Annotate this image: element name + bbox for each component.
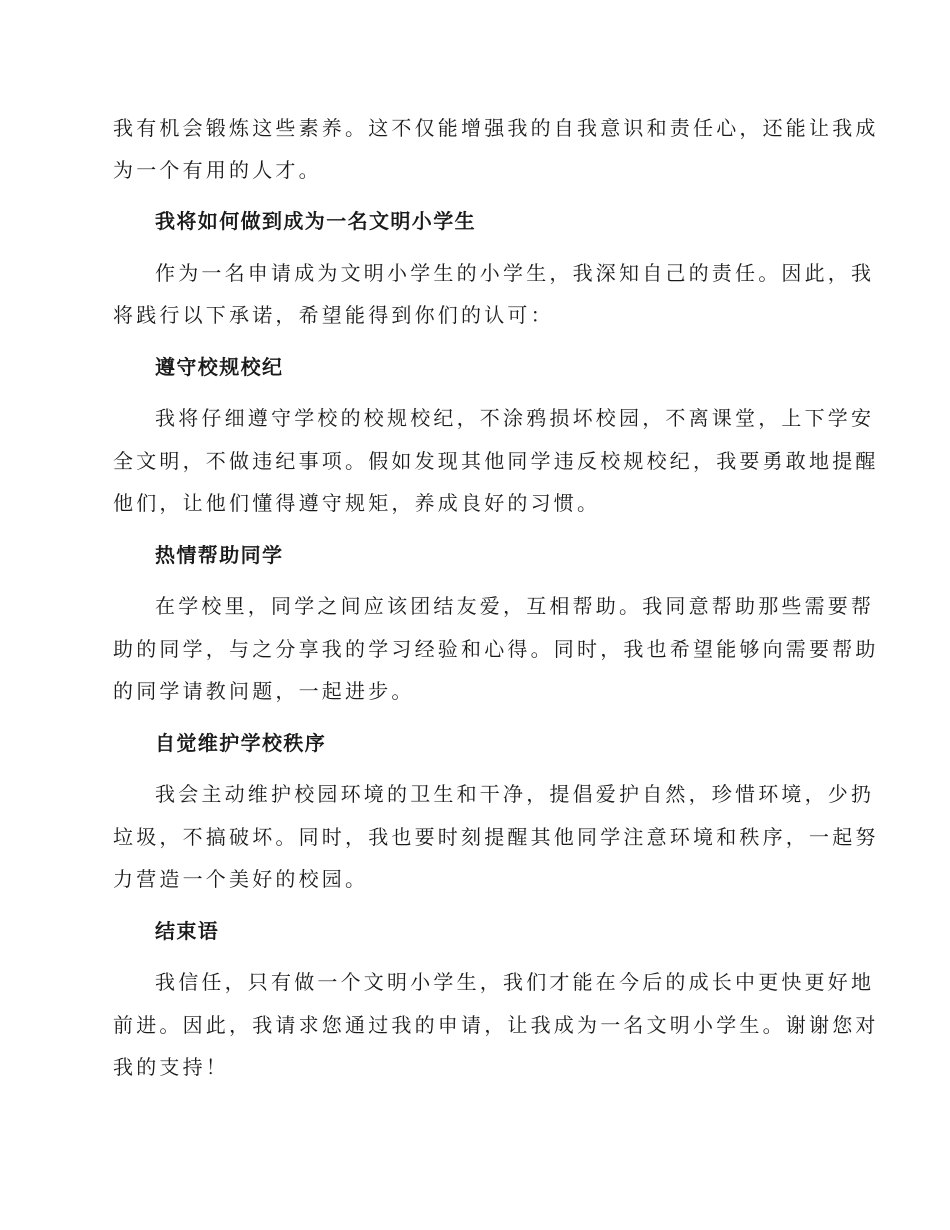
paragraph-line: 助的同学，与之分享我的学习经验和心得。同时，我也希望能够向需要帮助 (113, 637, 879, 661)
paragraph-line: 为一个有用的人才。 (113, 158, 322, 182)
paragraph-line: 我的支持！ (113, 1055, 229, 1079)
paragraph-line: 我将仔细遵守学校的校规校纪，不涂鸦损坏校园，不离课堂，上下学安 (155, 406, 875, 430)
section-heading-order: 自觉维护学校秩序 (155, 731, 327, 755)
paragraph-line: 全文明，不做违纪事项。假如发现其他同学违反校规校纪，我要勇敢地提醒 (113, 449, 879, 473)
paragraph-line: 我信任，只有做一个文明小学生，我们才能在今后的成长中更快更好地 (155, 970, 875, 994)
paragraph-line: 他们，让他们懂得遵守规矩，养成良好的习惯。 (113, 491, 601, 515)
paragraph-line: 将践行以下承诺，希望能得到你们的认可： (113, 303, 554, 327)
section-heading-end: 结束语 (155, 919, 220, 943)
paragraph-line: 垃圾，不搞破坏。同时，我也要时刻提醒其他同学注意环境和秩序，一起努 (113, 825, 879, 849)
section-heading-help: 热情帮助同学 (155, 543, 284, 567)
paragraph-line: 我会主动维护校园环境的卫生和干净，提倡爱护自然，珍惜环境，少扔 (155, 782, 875, 806)
paragraph-line: 在学校里，同学之间应该团结友爱，互相帮助。我同意帮助那些需要帮 (155, 594, 875, 618)
paragraph-line: 力营造一个美好的校园。 (113, 867, 369, 891)
paragraph-line: 的同学请教问题，一起进步。 (113, 679, 415, 703)
paragraph-line: 我有机会锻炼这些素养。这不仅能增强我的自我意识和责任心，还能让我成 (113, 116, 879, 140)
section-heading-how: 我将如何做到成为一名文明小学生 (155, 209, 476, 233)
paragraph-line: 作为一名申请成为文明小学生的小学生，我深知自己的责任。因此，我 (155, 261, 875, 285)
paragraph-line: 前进。因此，我请求您通过我的申请，让我成为一名文明小学生。谢谢您对 (113, 1013, 879, 1037)
section-heading-rules: 遵守校规校纪 (155, 355, 284, 379)
